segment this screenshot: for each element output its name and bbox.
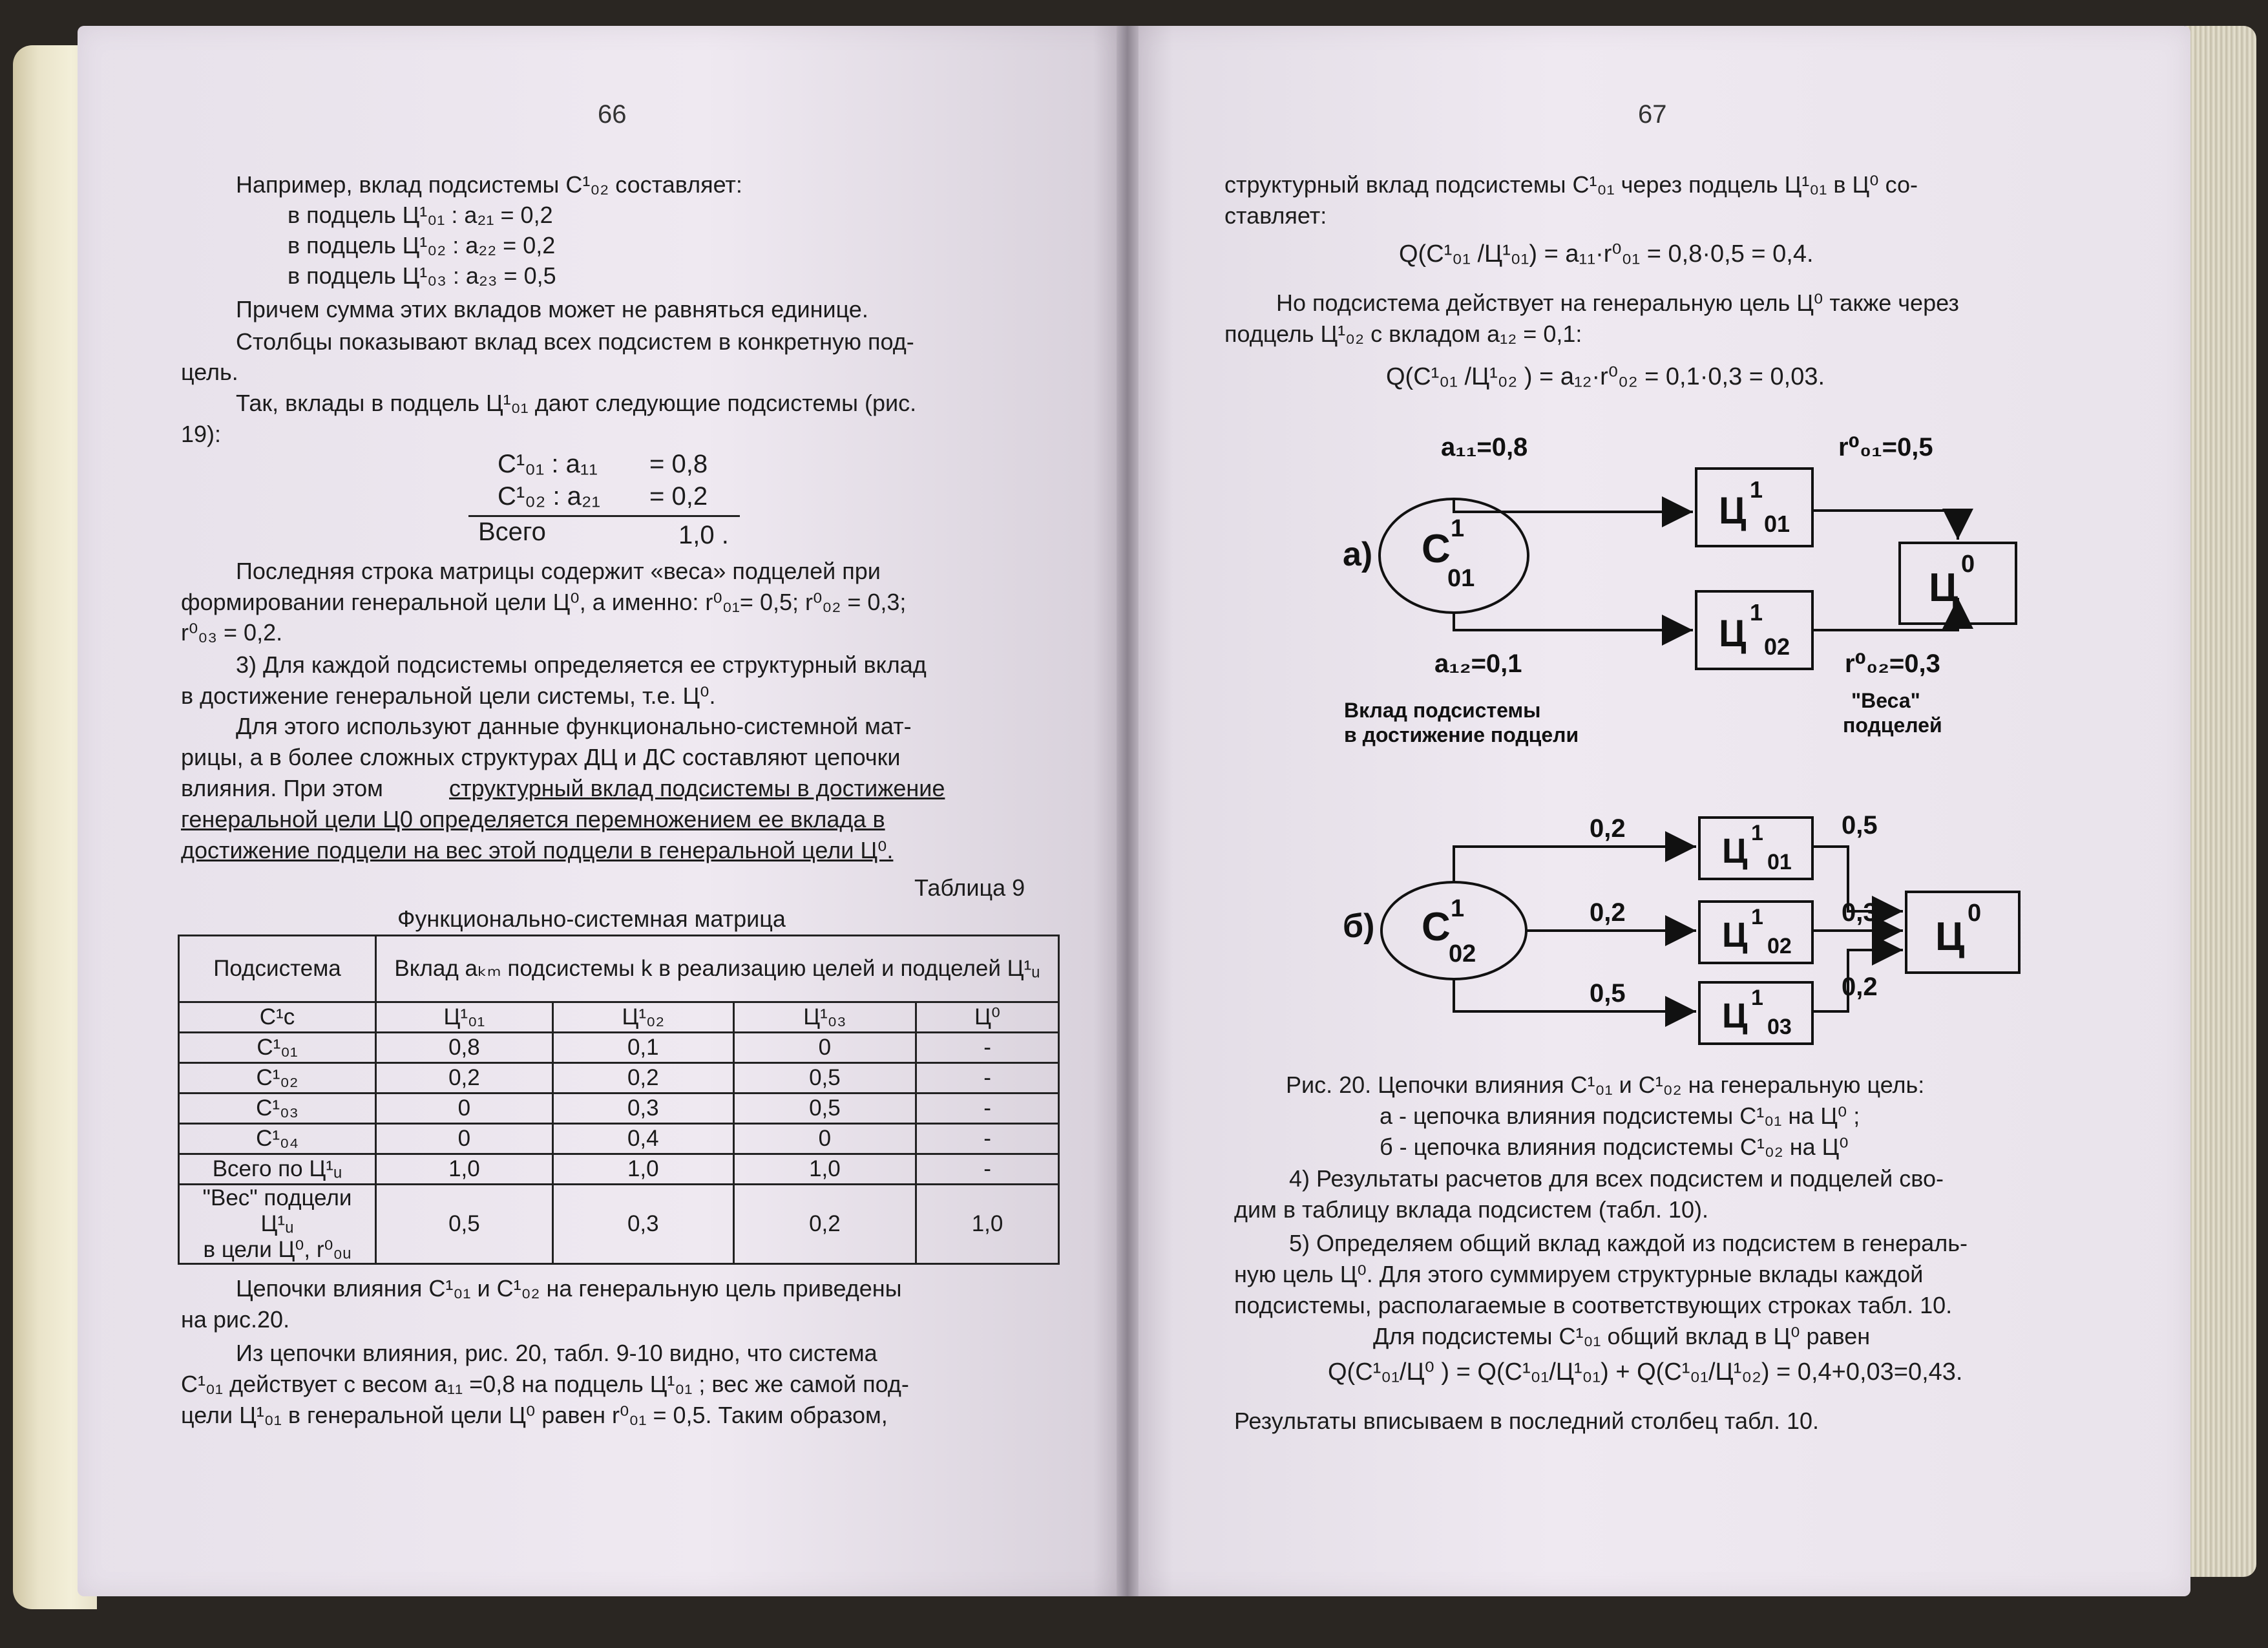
text-line: Для этого используют данные функционально-системной мат- [236,713,912,739]
node-sup: 1 [1751,821,1763,845]
arrow [1812,511,1958,540]
sum-row-value: = 0,2 [649,482,708,511]
table-cell: - [916,1033,1059,1063]
table-cell: С¹₀₂ [179,1063,376,1093]
sum-row-label: С¹₀₂ : a₂₁ [498,482,600,511]
table-row [179,1124,1059,1154]
page-number-left: 66 [598,100,627,129]
node-main: Ц [1722,997,1748,1035]
table-cell: Ц¹₀₃ [733,1002,916,1033]
table-cell: С¹₀₄ [179,1124,376,1154]
underlined-text: генеральной цели Ц0 определяется перемножением ее вклада в [181,806,885,832]
underlined-text: достижение подцели на вес этой подцели в генеральной цели Ц⁰. [181,837,894,863]
edge-label: a₁₁=0,8 [1441,433,1528,461]
diagram-b-label: б) [1343,907,1375,945]
text-line: С¹₀₁ действует с весом a₁₁ =0,8 на подцель Ц¹₀₁ ; вес же самой под- [181,1371,909,1397]
table-cell: 0,8 [376,1033,553,1063]
edge-label: 0,5 [1842,811,1878,840]
sum-total-label: Всего [478,518,546,546]
text-line: влияния. При этом [181,775,383,801]
node-sub: 02 [1449,940,1476,967]
text-line: структурный вклад подсистемы С¹₀₁ через подцель Ц¹₀₁ в Ц⁰ со- [1224,171,1918,198]
node-sup: 0 [1961,551,1975,578]
edge-label: 0,5 [1590,979,1626,1008]
node-main: Ц [1719,613,1747,655]
table-cell: Всего по Ц¹ᵤ [179,1154,376,1185]
arrow [1454,613,1693,630]
text-line: цели Ц¹₀₁ в генеральной цели Ц⁰ равен r⁰₀₁ = 0,5. Таким образом, [181,1402,888,1428]
book-gutter [1117,26,1139,1596]
table-cell: 1,0 [376,1154,553,1185]
caption: "Веса" [1851,689,1920,712]
table-cell: 1,0 [916,1185,1059,1264]
edge-label: 0,2 [1590,814,1626,843]
node-sup: 0 [1968,900,1982,927]
text-line: Для подсистемы С¹₀₁ общий вклад в Ц⁰ равен [1373,1323,1871,1349]
sum-row-label: С¹₀₁ : a₁₁ [498,450,598,478]
text-line: Цепочки влияния С¹₀₁ и С¹₀₂ на генеральную цель приведены [236,1275,902,1302]
text-line: Причем сумма этих вкладов может не равняться единице. [236,296,868,322]
node-sub: 01 [1447,565,1475,592]
node-sup: 1 [1451,895,1465,922]
text-line: в достижение генеральной цели системы, т.е. Ц⁰. [181,682,716,709]
table-row [179,1093,1059,1124]
table-cell: - [916,1154,1059,1185]
table-cell: С¹с [179,1002,376,1033]
node-sub: 02 [1764,633,1790,660]
caption: в достижение подцели [1344,723,1579,746]
table-cell: - [916,1063,1059,1093]
node-main: Ц [1722,916,1748,955]
text-line: формировании генеральной цели Ц⁰, а именно: r⁰₀₁= 0,5; r⁰₀₂ = 0,3; [181,589,907,615]
table-cell: 0,2 [733,1185,916,1264]
node-sup: 1 [1451,515,1465,542]
text-line: Из цепочки влияния, рис. 20, табл. 9-10 видно, что система [236,1340,877,1366]
edge-label: 0,2 [1842,973,1878,1001]
text-line: Результаты вписываем в последний столбец табл. 10. [1234,1408,1820,1434]
text-line: 5) Определяем общий вклад каждой из подсистем в генераль- [1289,1230,1968,1256]
text-line: ную цель Ц⁰. Для этого суммируем структурные вклады каждой [1234,1261,1924,1287]
edge-label: 0,2 [1590,898,1626,927]
edge-label: r⁰₀₂=0,3 [1845,650,1940,678]
table-cell: С¹₀₁ [179,1033,376,1063]
node-sub: 01 [1764,511,1790,537]
page-number-right: 67 [1638,100,1667,129]
table-cell: 0 [376,1124,553,1154]
text-line: в подцель Ц¹₀₁ : a₂₁ = 0,2 [288,202,553,228]
text-line: дим в таблицу вклада подсистем (табл. 10). [1234,1196,1709,1223]
weight-label-line: в цели Ц⁰, r⁰₀ᵤ [203,1237,352,1262]
node-main: С [1422,905,1451,949]
table-cell: - [916,1093,1059,1124]
text-line: Например, вклад подсистемы С¹₀₂ составляет: [236,171,742,198]
table-cell: 1,0 [552,1154,733,1185]
text-line: 3) Для каждой подсистемы определяется ее структурный вклад [236,651,927,678]
table-row [179,1063,1059,1093]
formula: Q(С¹₀₁ /Ц¹₀₁) = a₁₁·r⁰₀₁ = 0,8·0,5 = 0,4. [1399,240,1814,268]
table-cell: 0 [376,1093,553,1124]
text-line: подсистемы, располагаемые в соответствующих строках табл. 10. [1234,1292,1953,1318]
underlined-text: структурный вклад подсистемы в достижение [449,775,945,801]
table-cell: 0,3 [552,1185,733,1264]
figure-caption: Рис. 20. Цепочки влияния С¹₀₁ и С¹₀₂ на генеральную цель: [1286,1072,1925,1098]
node-main: Ц [1719,490,1747,532]
weight-label-line: "Вес" подцели Ц¹ᵤ [202,1185,352,1236]
diagram-a-label: а) [1343,536,1373,573]
sum-row-value: = 0,8 [649,450,708,478]
table-cell: Ц¹₀₂ [552,1002,733,1033]
book-page-edges-right [2185,26,2256,1577]
node-sub: 01 [1767,850,1792,874]
table-cell: 0,5 [376,1185,553,1264]
figure-caption: а - цепочка влияния подсистемы С¹₀₁ на Ц⁰ ; [1380,1103,1860,1129]
text-line: цель. [181,359,238,385]
text-line: на рис.20. [181,1306,290,1333]
text-line: ставляет: [1224,202,1327,229]
text-line: r⁰₀₃ = 0,2. [181,619,283,646]
node-sub: 03 [1767,1015,1792,1039]
table-cell: 0,1 [552,1033,733,1063]
node-sup: 1 [1750,476,1763,503]
table-cell: Ц⁰ [916,1002,1059,1033]
table-cell: 0 [733,1033,916,1063]
table-title: Функционально-системная матрица [397,905,786,932]
table-header-subsystem: Подсистема [179,936,376,1002]
text-line: в подцель Ц¹₀₃ : a₂₃ = 0,5 [288,262,556,289]
text-line: Последняя строка матрицы содержит «веса» подцелей при [236,558,881,584]
text-line: подцель Ц¹₀₂ с вкладом a₁₂ = 0,1: [1224,321,1582,347]
table-cell [179,1185,376,1264]
table-cell: 0,2 [552,1063,733,1093]
table-cell: 1,0 [733,1154,916,1185]
edge-label: r⁰₀₁=0,5 [1838,433,1933,461]
caption: подцелей [1843,713,1942,737]
table-cell: 0,5 [733,1063,916,1093]
functional-system-matrix-table [178,935,1060,1265]
node-main: Ц [1929,565,1958,610]
table-row-weights [179,1185,1059,1264]
text-line: в подцель Ц¹₀₂ : a₂₂ = 0,2 [288,232,556,259]
node-sup: 1 [1751,905,1763,929]
caption: Вклад подсистемы [1344,699,1541,722]
node-main: С [1422,527,1451,571]
node-sub: 02 [1767,934,1792,958]
table-row [179,1033,1059,1063]
text-line: 19): [181,421,222,447]
table-label: Таблица 9 [914,874,1025,901]
node-main: Ц [1935,914,1965,959]
table-cell: 0,4 [552,1124,733,1154]
table-cell: 0,5 [733,1093,916,1124]
node-sup: 1 [1750,599,1763,626]
table-cell: 0,3 [552,1093,733,1124]
table-cell: Ц¹₀₁ [376,1002,553,1033]
table-header-contribution: Вклад aₖₘ подсистемы k в реализацию целей и подцелей Ц¹ᵤ [376,936,1059,1002]
edge-label: a₁₂=0,1 [1434,650,1522,678]
influence-chain-diagram-b [1325,801,2035,1060]
arrow [1454,847,1696,882]
text-line: Столбцы показывают вклад всех подсистем в конкретную под- [236,328,914,355]
figure-caption: б - цепочка влияния подсистемы С¹₀₂ на Ц⁰ [1380,1134,1849,1160]
node-sup: 1 [1751,986,1763,1010]
text-line: рицы, а в более сложных структурах ДЦ и ДС составляют цепочки [181,744,901,770]
sum-total-value: 1,0 . [678,521,729,549]
text-line: Но подсистема действует на генеральную цель Ц⁰ также через [1276,290,1959,316]
text-line: 4) Результаты расчетов для всех подсистем и подцелей сво- [1289,1165,1944,1192]
table-cell: С¹₀₃ [179,1093,376,1124]
table-row [179,1154,1059,1185]
arrow [1454,979,1696,1011]
table-cell: - [916,1124,1059,1154]
node-main: Ц [1722,832,1748,871]
text-line: Так, вклады в подцель Ц¹₀₁ дают следующие подсистемы (рис. [236,390,917,416]
edge-label: 0,3 [1842,898,1878,927]
formula: Q(С¹₀₁/Ц⁰ ) = Q(С¹₀₁/Ц¹₀₁) + Q(С¹₀₁/Ц¹₀₂) = 0,4+0,03=0,43. [1328,1358,1963,1386]
formula: Q(С¹₀₁ /Ц¹₀₂ ) = a₁₂·r⁰₀₂ = 0,1·0,3 = 0,03. [1386,363,1825,390]
table-cell: 0 [733,1124,916,1154]
table-cell: 0,2 [376,1063,553,1093]
influence-chain-diagram-a [1318,417,2029,779]
